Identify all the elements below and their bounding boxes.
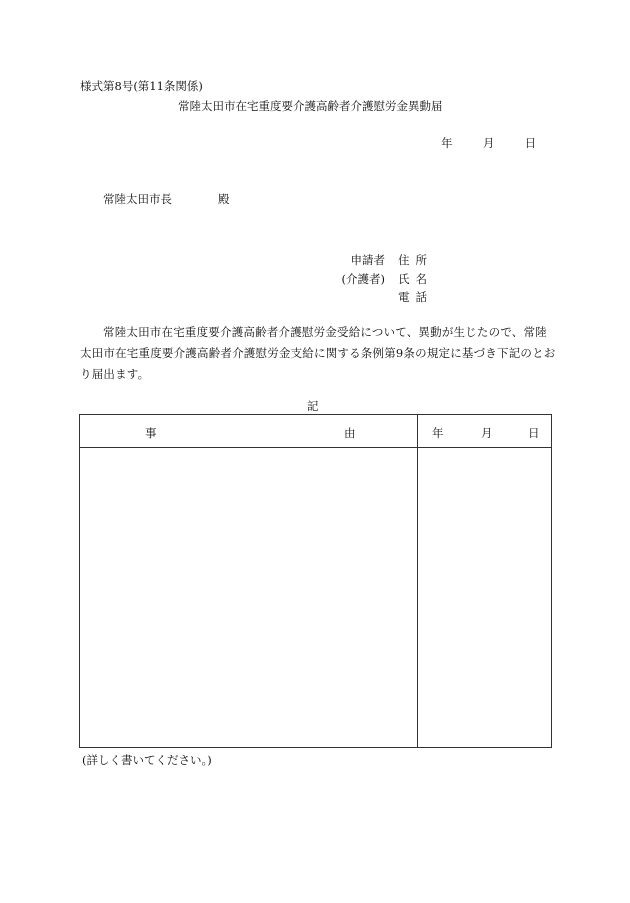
phone-label: 電話 <box>398 290 433 304</box>
date-cell[interactable] <box>418 448 552 748</box>
table-date-day: 日 <box>528 426 540 440</box>
reason-cell[interactable] <box>80 448 418 748</box>
submission-date <box>441 138 536 150</box>
address-label: 住所 <box>398 253 433 267</box>
date-day-label: 日 <box>524 136 537 150</box>
name-label: 氏名 <box>398 271 433 286</box>
addressee <box>103 194 230 206</box>
applicant-block <box>330 251 433 307</box>
form-number: 様式第8号(第11条関係) <box>80 79 203 93</box>
date-year-label: 年 <box>441 136 453 150</box>
body-paragraph: 常陸太田市在宅重度要介護高齢者介護慰労金受給について、異動が生じたので、常陸太田市在宅重度要介護高齢者介護慰労金支給に関する条例第9条の規定に基づき下記のとおり届出ます。 <box>80 325 556 381</box>
addressee-honorific: 殿 <box>218 192 230 206</box>
change-table <box>79 414 552 748</box>
reason-header <box>80 415 418 448</box>
table-date-year: 年 <box>432 426 444 440</box>
instruction-note: (詳しく書いてください。) <box>82 753 212 767</box>
reason-label-2: 由 <box>344 426 356 440</box>
date-header <box>418 415 552 448</box>
reason-label-1: 事 <box>145 426 157 440</box>
document-title: 常陸太田市在宅重度要介護高齢者介護慰労金異動届 <box>178 99 443 113</box>
caregiver-role: (介護者) <box>341 271 385 286</box>
addressee-name: 常陸太田市長 <box>103 192 172 206</box>
date-month-label: 月 <box>482 136 495 150</box>
table-date-month: 月 <box>481 426 493 440</box>
applicant-role: 申請者 <box>350 253 385 267</box>
ki-heading: 記 <box>307 399 319 413</box>
